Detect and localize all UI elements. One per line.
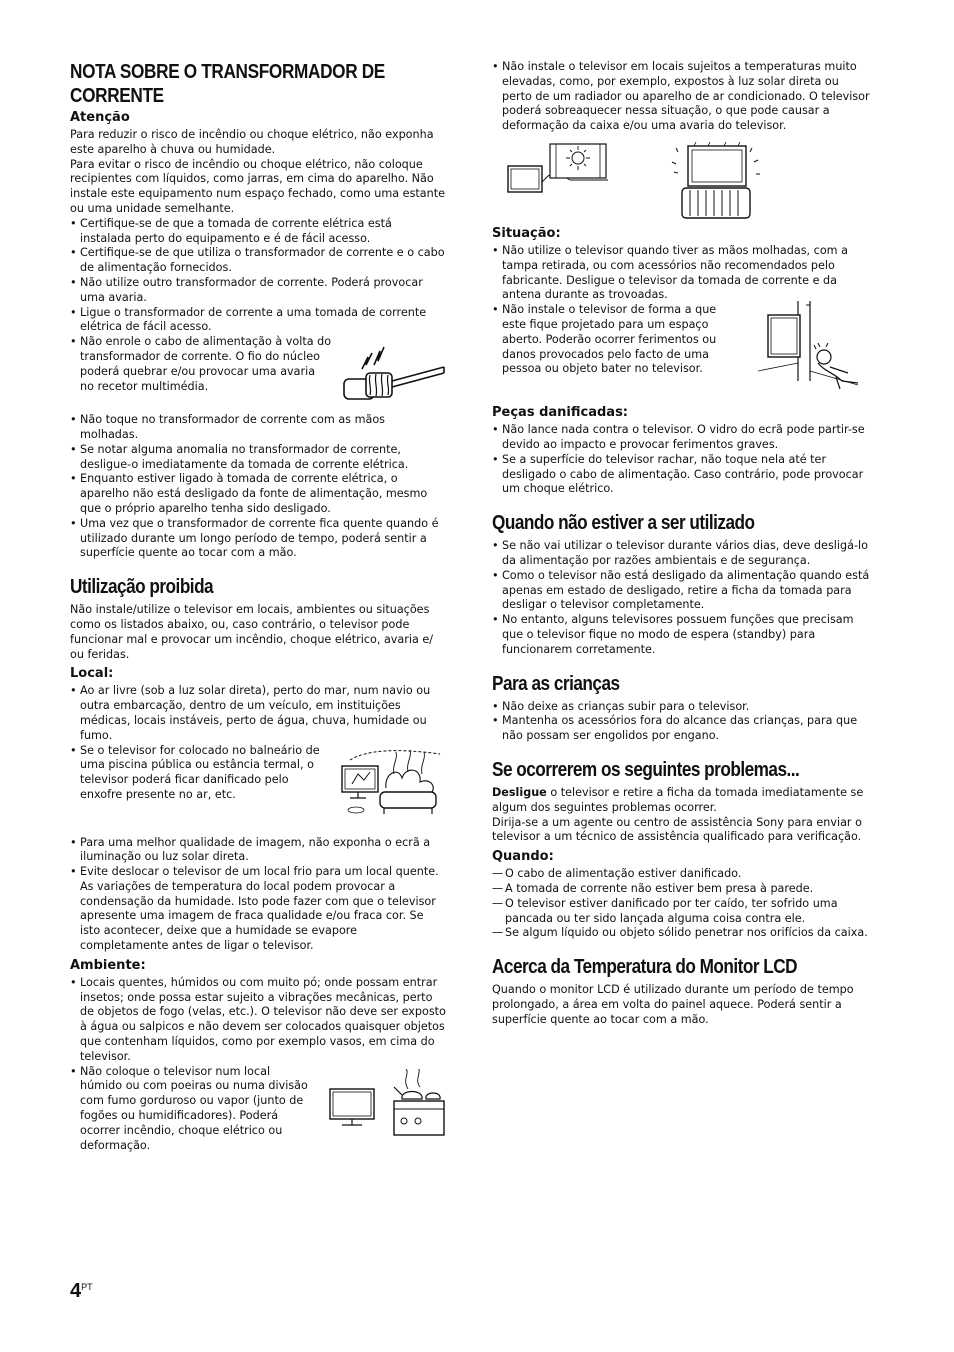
section-title-adapter	[70, 60, 393, 108]
right-column	[492, 60, 870, 1027]
list-item: • Não utilize o televisor quando tiver as mãos molhadas, com a tampa retirada, ou com acessórios não recomendados pelo fabricante. Desligue o televisor da tomada de corrente e da antena durante as trovoadas.	[492, 244, 870, 303]
subheading-ambiente: Ambiente:	[70, 957, 146, 973]
subheading-situacao: Situação:	[492, 225, 561, 241]
list-item: • Se a superfície do televisor rachar, não toque nela até ter desligado o cabo de alimentação. Caso contrário, pode provocar um choque elétrico.	[492, 453, 870, 497]
bullet-list	[70, 976, 446, 1065]
list-item: • Evite deslocar o televisor de um local frio para um local quente. As variações de temperatura do local podem provocar a condensação da humidade. Isto pode fazer com que o televisor apresente uma imagem de fraca qualidade e/ou fraca cor. Se isto acontecer, deixe que a humidade se evapore completamente antes de ligar o televisor.	[70, 865, 446, 954]
bullet-list	[70, 744, 326, 803]
list-item: • Não instale o televisor em locais sujeitos a temperaturas muito elevadas, como, por exemplo, expostos à luz solar direta ou perto de um radiador ou aparelho de ar condicionado. O televisor poderá sobreaquecer nessa situação, o que pode causar a deformação da caixa e/ou uma avaria do televisor.	[492, 60, 870, 134]
page-number-suffix: PT	[81, 1282, 93, 1292]
list-item: • Não enrole o cabo de alimentação à volta do transformador de corrente. O fio do núcleo poderá quebrar e/ou provocar uma avaria no recetor multimédia.	[70, 335, 332, 394]
bullet-list	[492, 700, 870, 744]
subheading-quando: Quando:	[492, 849, 554, 865]
bold-word: Desligue	[492, 785, 547, 799]
list-item: — Se algum líquido ou objeto sólido penetrar nos orifícios da caixa.	[492, 926, 870, 941]
list-item: • Certifique-se de que utiliza o transformador de corrente e o cabo de alimentação fornecidos.	[70, 246, 446, 276]
bullet-with-figure	[70, 335, 446, 401]
bullet-list	[492, 60, 870, 134]
list-item: • Como o televisor não está desligado da alimentação quando está apenas em estado de desligado, retire a ficha da tomada para desligar o televisor completamente.	[492, 569, 870, 613]
list-item: — O cabo de alimentação estiver danificado.	[492, 867, 870, 882]
radiator-heat-illustration	[668, 142, 764, 220]
paragraph	[492, 786, 870, 816]
subheading-atencao: Atenção	[70, 110, 130, 125]
adapter-cord-wrap-illustration	[342, 339, 446, 401]
bullet-list	[70, 335, 332, 394]
bullet-with-figure	[492, 303, 870, 393]
left-column	[70, 60, 446, 1153]
title-line: CORRENTE	[70, 85, 164, 107]
list-item: • Não utilize outro transformador de corrente. Poderá provocar uma avaria.	[70, 276, 446, 306]
section-title-criancas: Para as crianças	[492, 672, 620, 695]
hot-spring-bath-illustration	[336, 744, 446, 816]
list-item: • Para uma melhor qualidade de imagem, não exponha o ecrã a iluminação ou luz solar direta.	[70, 836, 446, 866]
bullet-list	[492, 539, 870, 657]
bullet-with-figure	[70, 1065, 446, 1154]
sunlight-window-illustration	[504, 142, 608, 220]
bullet-list	[492, 423, 870, 497]
figure-row	[492, 142, 870, 220]
list-item: • Não deixe as crianças subir para o televisor.	[492, 700, 870, 715]
paragraph: Dirija-se a um agente ou centro de assistência Sony para enviar o televisor a um técnico de assistência qualificado para verificação.	[492, 815, 862, 844]
page-number-value: 4	[70, 1280, 82, 1302]
list-item: • Não instale o televisor de forma a que este fique projetado para um espaço aberto. Poderão ocorrer ferimentos ou danos provocados pelo facto de uma pessoa ou objeto bater no televisor.	[492, 303, 722, 377]
bullet-with-figure	[70, 744, 446, 816]
list-item: • Locais quentes, húmidos ou com muito pó; onde possam entrar insetos; onde possa estar sujeito a vibrações mecânicas, perto de objetos de fogo (velas, etc.). O televisor não deve ser exposto à água ou salpicos e não devem ser colocados quaisquer objetos que contenham líquidos, como por exemplo vasos, em cima do televisor.	[70, 976, 446, 1065]
bullet-list	[492, 303, 722, 377]
wall-mount-bump-illustration	[758, 301, 870, 393]
bullet-list	[70, 1065, 314, 1154]
list-item: — A tomada de corrente não estiver bem presa à parede.	[492, 882, 870, 897]
list-item: — O televisor estiver danificado por ter caído, ter sofrido uma pancada ou ter sido lançada alguma coisa contra ele.	[492, 897, 870, 927]
section-title-temperatura: Acerca da Temperatura do Monitor LCD	[492, 956, 798, 979]
list-item: • Certifique-se de que a tomada de corrente elétrica está instalada perto do equipamento e é de fácil acesso.	[70, 217, 446, 247]
section-title-problemas: Se ocorrerem os seguintes problemas...	[492, 758, 800, 781]
title-line: NOTA SOBRE O TRANSFORMADOR DE	[70, 61, 385, 83]
subheading-pecas: Peças danificadas:	[492, 405, 629, 421]
kitchen-steam-illustration	[328, 1069, 446, 1137]
bullet-list	[70, 413, 446, 561]
paragraph: Para reduzir o risco de incêndio ou choque elétrico, não exponha este aparelho à chuva ou humidade.	[70, 128, 434, 156]
list-item: • Não coloque o televisor num local húmido ou com poeiras ou numa divisão com fumo gorduroso ou vapor (junto de fogões ou humidificadores). Poderá ocorrer incêndio, choque elétrico ou deformação.	[70, 1065, 314, 1154]
list-item: • Se não vai utilizar o televisor durante vários dias, deve desligá-lo da alimentação por razões ambientais e de segurança.	[492, 539, 870, 569]
section-title-utilizacao: Utilização proibida	[70, 576, 214, 599]
list-item: • Se o televisor for colocado no balneário de uma piscina pública ou estância termal, o televisor poderá ficar danificado pelo enxofre presente no ar, etc.	[70, 744, 326, 803]
section-title-nao-utilizado: Quando não estiver a ser utilizado	[492, 512, 755, 535]
list-item: • Uma vez que o transformador de corrente fica quente quando é utilizado durante um longo período de tempo, poderá sentir a superfície quente ao tocar com a mão.	[70, 517, 446, 561]
list-item: • Ao ar livre (sob a luz solar direta), perto do mar, num navio ou outra embarcação, dentro de um veículo, em instituições médicas, locais instáveis, perto de água, chuva, humidade ou fumo.	[70, 684, 446, 743]
subheading-local: Local:	[70, 666, 114, 682]
paragraph-text: o televisor e retire a ficha da tomada imediatamente se algum dos seguintes problemas ocorrer.	[492, 785, 864, 814]
paragraph: Não instale/utilize o televisor em locais, ambientes ou situações como os listados abaixo, ou, caso contrário, o televisor pode funcionar mal e provocar um incêndio, choque elétrico, avaria e/ ou feridas.	[70, 603, 434, 661]
bullet-list	[70, 217, 446, 335]
paragraph: Quando o monitor LCD é utilizado durante um período de tempo prolongado, a área em volta do painel aquece. Poderá sentir a superfície quente ao tocar com a mão.	[492, 983, 854, 1026]
list-item: • Ligue o transformador de corrente a uma tomada de corrente elétrica de fácil acesso.	[70, 306, 446, 336]
bullet-list	[70, 684, 446, 743]
list-item: • Mantenha os acessórios fora do alcance das crianças, para que não possam ser engolidos por engano.	[492, 714, 870, 744]
list-item: • Não lance nada contra o televisor. O vidro do ecrã pode partir-se devido ao impacto e provocar ferimentos graves.	[492, 423, 870, 453]
list-item: • No entanto, alguns televisores possuem funções que precisam que o televisor fique no modo de espera (standby) para funcionarem corretamente.	[492, 613, 870, 657]
bullet-list	[492, 244, 870, 303]
list-item: • Não toque no transformador de corrente com as mãos molhadas.	[70, 413, 446, 443]
dash-list	[492, 867, 870, 941]
page-number	[70, 1280, 93, 1303]
list-item: • Enquanto estiver ligado à tomada de corrente elétrica, o aparelho não está desligado da fonte de alimentação, mesmo que o próprio aparelho tenha sido desligado.	[70, 472, 446, 516]
bullet-list	[70, 836, 446, 954]
list-item: • Se notar alguma anomalia no transformador de corrente, desligue-o imediatamente da tomada de corrente elétrica.	[70, 443, 446, 473]
paragraph: Para evitar o risco de incêndio ou choque elétrico, não coloque recipientes com líquidos, como jarras, em cima do aparelho. Não instale este equipamento num espaço fechado, como uma estante ou uma unidade semelhante.	[70, 157, 445, 215]
